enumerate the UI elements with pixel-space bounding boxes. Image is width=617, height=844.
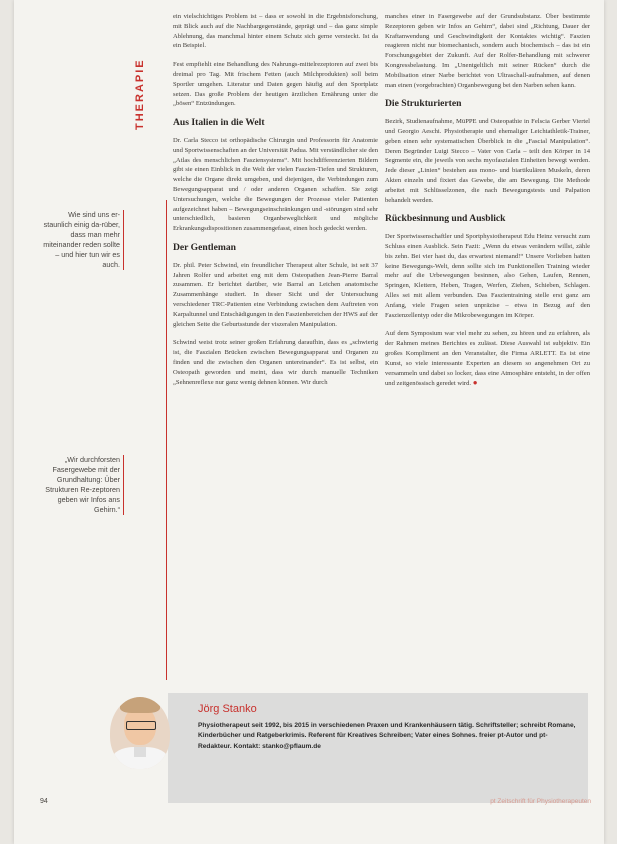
right-intro: manches einer in Fasergewebe auf der Grundsubstanz. Über bestimmte Rezeptoren geben wir Infos an Gehirn“, dabei sind „Richtung, Dauer der Kraftanwendung und Geschwindigkeit der Kontaktes wichtig“. Faszien reagieren nicht nur biomechanisch, sondern auch biochemisch – das ist ein Forschungsgebiet der Zukunft. Auf der Rolfer-Behandlung mit schwerer Kongressbelastung. Im „Unentgeltlich mit seiner Rücken“ durch die Mobilisation einer Narbe berichtet von Ultraschall-aufnahmen, auf denen man einen (vorgebrachten) Organbewegung bei den Narben sehen kann. — [385, 13, 590, 89]
left-column — [173, 12, 378, 396]
page-number: 94 — [40, 798, 48, 805]
author-name: Jörg Stanko — [198, 703, 257, 715]
column-rule — [166, 200, 167, 680]
magazine-footer: pt Zeitschrift für Physiotherapeuten — [490, 798, 591, 805]
left-intro: ein vielschichtiges Problem ist – dass er sowohl in die Ergebnisforschung, mit Blick auch auf die Nachbargegenstände, geprägt und – das ganz simple Ablehnung, das manchmal hinter einem Schutz sich gerne versteckt. Ist da ein Beispiel. — [173, 13, 378, 50]
author-bio-text: Physiotherapeut seit 1992, bis 2015 in verschiedenen Praxen und Krankenhäusern tätig. Schriftsteller; schreibt Romane, Kinderbücher und Ratgeberkrimis. Referent für Kreatives Schreiben; Vater eines Sohnes. freier pt-Autor und pt-Redakteur. Kontakt: stanko@pflaum.de — [198, 722, 576, 750]
heading-strukturierten: Die Strukturierten — [385, 98, 462, 110]
right-column — [385, 12, 590, 398]
paragraph-gentleman: Dr. phil. Peter Schwind, ein freundlicher Therapeut alter Schule, ist seit 37 Jahren Rolfer und arbeitet eng mit dem Osteopathen Jean-Pierre Barral zusammen. Er berichtet darüber, wie Barral an Leichen anatomische Zusammenhänge studiert. In dieser Sicht und der Untersuchung verschiedener TRC-Patienten eine Verbindung zwischen dem Auftreten von Karpaltunnel und Entschädigungen in den Faszienbereichen der HWS auf der gleichen Seite die Geburtsstunde der viszeralen Manipulation. — [173, 261, 378, 328]
author-photo — [110, 697, 170, 769]
margin-quote-1: Wie sind uns er-staunlich einig da-rüber, dass man mehr miteinander reden sollte – und hier tun wir es auch. — [40, 210, 124, 270]
author-bio-box — [168, 693, 588, 803]
heading-rueckbesinnung: Rückbesinnung und Ausblick — [385, 213, 506, 225]
paragraph-strukturierten: Bezirk, Studienaufnahme, MüPPE und Osteopathie in Felscia Gerber Viertel und Georgio Aeschi. Physiotherapie und ehemaliger Leichtathletik-Trainer, geben einen sehr systematischen Überblick in die „Fascial Manipulation“. Deren Begründer Luigi Stecco – Vater von Carla – teilt den Körper in 14 Segmente ein, die jeweils von sechs myofaszialen Einheiten bewegt werden. Jede dieser „Linien“ bestehen aus mono- und biartikulären Muskeln, deren Akten einzeln und fixiert das Gewebe, die am Bewegung. Die Methode arbeitet mit Schlüsselzonen, die nach Bewegungstests und Palpation behandelt werden. — [385, 118, 590, 204]
heading-italien: Aus Italien in die Welt — [173, 117, 265, 129]
paragraph-italien: Dr. Carla Stecco ist orthopädische Chirurgin und Professorin für Anatomie und Sportwissenschaften an der Universität Padua. Mit verständlicher sie den „Atlas des menschlichen Fasziensystems“. Mit hochdifferenzierten Bildern gibt sie einen Einblick in die Welt der vielen Faszien-Tiefen und Strukturen, welche die Organe direkt umgeben, und diejenigen, die Verbindungen zum Bewegungsapparat und / oder anderen Organen schaffen. Sie zeigt Untersuchungen, welche die Bewegungen der Prozesse vieler Patienten aufgezeichnet haben – Bewegungseinschränkungen und -störungen sind sehr unterschiedlich, basieren Organbeweglichkeit und mögliche Erkrankungsdispositionen zusammengefasst, einen hoch gedeckt werden. — [173, 136, 378, 233]
end-mark-icon: ● — [472, 378, 478, 388]
margin-quote-2: „Wir durchforsten Fasergewebe mit der Grundhaltung: Über Strukturen Re-zeptoren geben wir Infos ans Gehirn.“ — [40, 455, 124, 515]
paragraph-rueckbesinnung: Der Sportwissenschaftler und Sportphysiotherapeut Edu Heinz versucht zum Schluss einen Ausblick. Sein Fazit: „Wenn du etwas verändern willst, zähle bis zehn. Bei vier hast du, das erwartest niemand!“ Unsere Vorlieben hatten keine Bewegungs-Welt, denn sollte sich im Funktionellen Training wieder mehr auf die Urbewegungen besinnen, also Gehen, Laufen, Rennen, Springen, Klettern, Heben, Tragen, Werfen, Ziehen, Schieben, Schlagen. Alles sei mit allem verbunden. Das Faszientraining stelle erst ganz am Anfang, viele Fragen seien unpräzise – etwa in Bezug auf den Faszienzellentyp oder die Mikrobewegungen im Körper. — [385, 233, 590, 319]
photo-collar — [134, 747, 146, 757]
left-paragraph-2: Fest empfiehlt eine Behandlung des Nahrungs-mittelrezeptoren auf zwei bis dreimal pro Tag. Mit frischem Fetten (auch Milchprodukten) soll beim Sportler umgehen. Literatur und Daten gegen häufig auf den Sportplatz setzen. Das große Problem der heutigen ärztlichen Ernährung unter die „bösen“ Entzündungen. — [173, 61, 378, 108]
right-last-paragraph — [385, 329, 590, 389]
heading-gentleman: Der Gentleman — [173, 241, 236, 253]
closing-text: Auf dem Symposium war viel mehr zu sehen, zu hören und zu erfahren, als der Rahmen meines Berichtes es zulässt. Diese Auswahl ist subjektiv. Ein großes Kompliment an den Veranstalter, die Firma ARLETT. Es ist eine Kunst, so viele interessante Experten an diesem so angenehmen Ort zu versammeln und dabei so locker, dass eine Atmosphäre entsteht, in der offen und zeitgenössisch geredet wird. — [385, 330, 590, 388]
left-last-paragraph: Schwind weist trotz seiner großen Erfahrung daraufhin, dass es „schwierig ist, die Faszialen Brücken zwischen Bewegungsapparat und Organen zu finden und die zwischen den Organen untereinander“. Es ist selbst, ein Osteopath geworden und meint, dass wir durch manuelle Techniken „Sehnenreflexe nur ganz wenig dehnen können. Wir durch — [173, 339, 378, 386]
glasses-icon — [126, 721, 156, 730]
section-tab: THERAPIE — [134, 58, 146, 130]
photo-hair — [120, 697, 160, 713]
